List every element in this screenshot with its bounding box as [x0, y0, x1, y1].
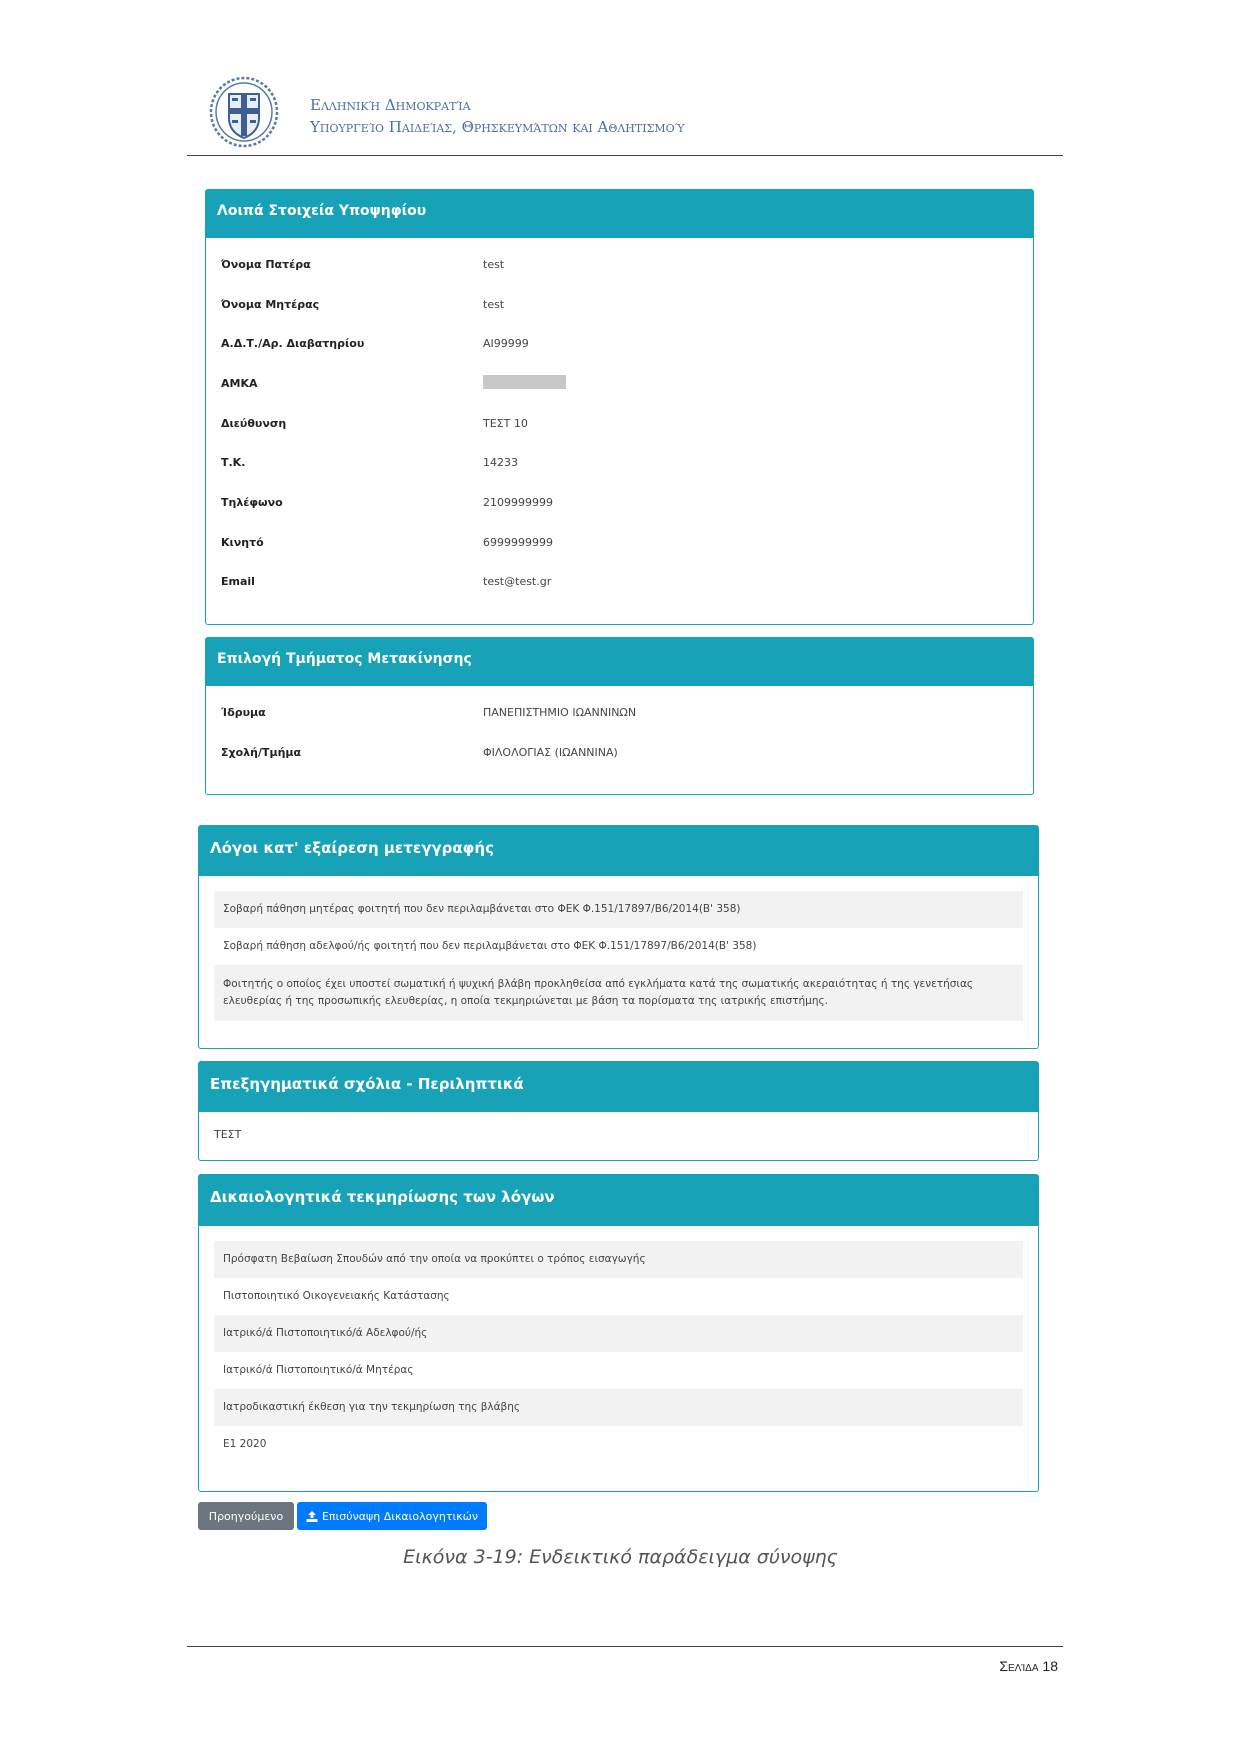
institution-row [221, 706, 1023, 726]
department-panel [205, 637, 1034, 795]
comments-heading: Επεξηγηματικά σχόλια - Περιληπτικά [199, 1062, 1038, 1112]
list-item: Σοβαρή πάθηση μητέρας φοιτητή που δεν περιλαμβάνεται στο ΦΕΚ Φ.151/17897/Β6/2014(Β' 358) [214, 891, 1023, 928]
field-value: 14233 [483, 456, 518, 469]
government-line-1: Ελληνική Δημοκρατία [310, 96, 471, 114]
field-value: ΤΕΣΤ 10 [483, 417, 528, 430]
field-label: ΑΜΚΑ [221, 377, 258, 390]
list-item: Ε1 2020 [223, 1438, 267, 1450]
documents-list [214, 1241, 1023, 1463]
redacted-value [483, 375, 566, 389]
field-label: Α.Δ.Τ./Αρ. Διαβατηρίου [221, 337, 365, 350]
field-label: Τ.Κ. [221, 456, 246, 469]
upload-documents-button[interactable] [297, 1502, 487, 1530]
field-label: Όνομα Μητέρας [221, 298, 320, 311]
mobile-row [221, 536, 1023, 556]
postal-code-row [221, 456, 1023, 476]
comments-text: ΤΕΣΤ [214, 1128, 242, 1141]
upload-button-label: Επισύναψη Δικαιολογητικών [321, 1509, 479, 1523]
field-label: Κινητό [221, 536, 264, 549]
field-value: ΑΙ99999 [483, 337, 529, 350]
list-item: Ιατρικό/ά Πιστοποιητικό/ά Αδελφού/ής [214, 1315, 1023, 1352]
page-number: Σελίδα 18 [999, 1658, 1058, 1674]
government-title [310, 94, 685, 138]
list-item: Ιατρικό/ά Πιστοποιητικό/ά Μητέρας [223, 1364, 414, 1376]
field-value: 2109999999 [483, 496, 553, 509]
list-item: Πιστοποιητικό Οικογενειακής Κατάστασης [223, 1290, 450, 1302]
field-value: ΦΙΛΟΛΟΓΙΑΣ (ΙΩΑΝΝΙΝΑ) [483, 746, 618, 759]
field-value: test [483, 298, 505, 311]
figure-caption: Εικόνα 3-19: Ενδεικτικό παράδειγμα σύνοψης [403, 1546, 838, 1568]
previous-button[interactable] [198, 1502, 294, 1530]
id-number-row [221, 337, 1023, 357]
comments-panel [198, 1061, 1039, 1161]
documents-heading: Δικαιολογητικά τεκμηρίωσης των λόγων [199, 1175, 1038, 1226]
header-divider [187, 155, 1063, 156]
field-label: Διεύθυνση [221, 417, 287, 430]
field-label: Όνομα Πατέρα [221, 258, 311, 271]
school-department-row [221, 746, 1023, 766]
footer-divider [187, 1646, 1063, 1647]
mother-name-row [221, 298, 1023, 318]
field-value: test [483, 258, 505, 271]
field-value: 6999999999 [483, 536, 553, 549]
previous-button-label: Προηγούμενο [208, 1509, 284, 1523]
document-header [187, 68, 1057, 154]
amka-row [221, 377, 1023, 397]
reasons-heading: Λόγοι κατ' εξαίρεση μετεγγραφής [199, 826, 1038, 876]
ministry-line: Υπουργείο Παιδείας, Θρησκευμάτων και Αθλητισμού [310, 118, 685, 136]
candidate-details-panel [205, 189, 1034, 625]
field-label: Ίδρυμα [221, 706, 266, 719]
phone-row [221, 496, 1023, 516]
father-name-row [221, 258, 1023, 278]
email-row [221, 575, 1023, 595]
field-label: Τηλέφωνο [221, 496, 283, 509]
department-heading: Επιλογή Τμήματος Μετακίνησης [206, 638, 1033, 686]
list-item: Σοβαρή πάθηση αδελφού/ής φοιτητή που δεν περιλαμβάνεται στο ΦΕΚ Φ.151/17897/Β6/2014(Β' 358) [223, 940, 757, 952]
reasons-list [214, 891, 1023, 1021]
field-value: ΠΑΝΕΠΙΣΤΗΜΙΟ ΙΩΑΝΝΙΝΩΝ [483, 706, 637, 719]
documents-panel [198, 1174, 1039, 1492]
address-row [221, 417, 1023, 437]
list-item: Φοιτητής ο οποίος έχει υποστεί σωματική ή ψυχική βλάβη προκληθείσα από εγκλήματα κατά της σωματικής ακεραιότητας ή της γενετήσιας ελευθερίας ή της προσωπικής ελευθερίας, η οποία τεκμηριώνεται με βάση τα πορίσματα της ιατρικής επιστήμης. [214, 965, 1023, 1021]
candidate-details-heading: Λοιπά Στοιχεία Υποψηφίου [206, 190, 1033, 238]
field-label: Email [221, 575, 255, 588]
list-item: Ιατροδικαστική έκθεση για την τεκμηρίωση της βλάβης [214, 1389, 1023, 1426]
field-value: test@test.gr [483, 575, 552, 588]
list-item: Πρόσφατη Βεβαίωση Σπουδών από την οποία να προκύπτει ο τρόπος εισαγωγής [214, 1241, 1023, 1278]
greek-coat-of-arms-icon [209, 76, 279, 148]
upload-icon [306, 1511, 318, 1522]
reasons-panel [198, 825, 1039, 1049]
field-label: Σχολή/Τμήμα [221, 746, 302, 759]
